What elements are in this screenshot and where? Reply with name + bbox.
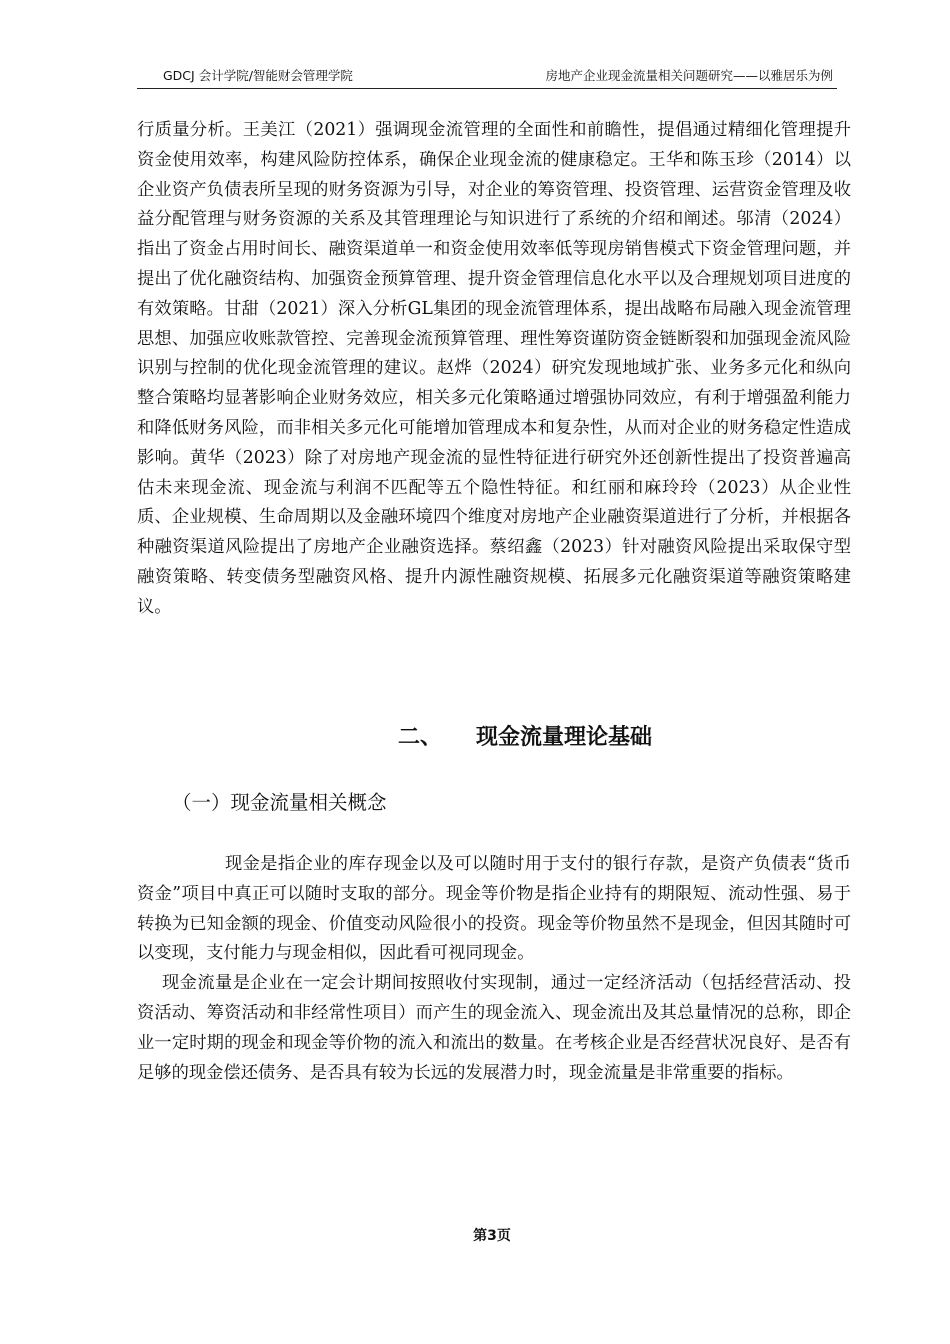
page-header: [137, 66, 837, 89]
header-paper-title: 房地产企业现金流量相关问题研究——以雅居乐为例: [545, 68, 833, 83]
section-heading: [398, 722, 652, 754]
section-number: 二、: [398, 725, 443, 750]
body-paragraph: 行质量分析。王美江（2021）强调现金流管理的全面性和前瞻性，提倡通过精细化管理提升资金使用效率，构建风险防控体系，确保企业现金流的健康稳定。王华和陈玉珍（2014）以企业资产负债表所呈现的财务资源为引导，对企业的筹资管理、投资管理、运营资金管理及收益分配管理与财务资源的关系及其管理理论与知识进行了系统的介绍和阐述。邬清（2024）指出了资金占用时间长、融资渠道单一和资金使用效率低等现房销售模式下资金管理问题，并提出了优化融资结构、加强资金预算管理、提升资金管理信息化水平以及合理规划项目进度的有效策略。甘甜（2021）深入分析GL集团的现金流管理体系，提出战略布局融入现金流管理思想、加强应收账款管控、完善现金流预算管理、理性筹资谨防资金链断裂和加强现金流风险识别与控制的优化现金流管理的建议。赵烨（2024）研究发现地域扩张、业务多元化和纵向整合策略均显著影响企业财务效应，相关多元化策略通过增强协同效应，有利于增强盈利能力和降低财务风险，而非相关多元化可能增加管理成本和复杂性，从而对企业的财务稳定性造成影响。黄华（2023）除了对房地产现金流的显性特征进行研究外还创新性提出了投资普遍高估未来现金流、现金流与利润不匹配等五个隐性特征。和红丽和麻玲玲（2023）从企业性质、企业规模、生命周期以及金融环境四个维度对房地产企业融资渠道进行了分析，并根据各种融资渠道风险提出了房地产企业融资选择。蔡绍鑫（2023）针对融资风险提出采取保守型融资策略、转变债务型融资风格、提升内源性融资规模、拓展多元化融资渠道等融资策略建议。: [137, 120, 851, 617]
cash-flow-definition-paragraph: 现金流量是企业在一定会计期间按照收付实现制，通过一定经济活动（包括经营活动、投资活动、筹资活动和非经常性项目）而产生的现金流入、现金流出及其总量情况的总称，即企业一定时期的现金和现金等价物的流入和流出的数量。在考核企业是否经营状况良好、是否有足够的现金偿还债务、是否具有较为长远的发展潜力时，现金流量是非常重要的指标。: [137, 973, 851, 1083]
literature-review-continuation: [137, 116, 851, 623]
header-school: GDCJ 会计学院/智能财会管理学院: [163, 68, 353, 83]
page-number: 第3页: [473, 1228, 511, 1244]
section-title: 现金流量理论基础: [476, 725, 653, 750]
subsection-heading: （一）现金流量相关概念: [172, 791, 387, 814]
concepts-section: [137, 850, 851, 1088]
cash-definition-paragraph: 现金是指企业的库存现金以及可以随时用于支付的银行存款，是资产负债表“货币资金”项目中真正可以随时支取的部分。现金等价物是指企业持有的期限短、流动性强、易于转换为已知金额的现金、价值变动风险很小的投资。现金等价物虽然不是现金，但因其随时可以变现，支付能力与现金相似，因此看可视同现金。: [137, 854, 851, 964]
